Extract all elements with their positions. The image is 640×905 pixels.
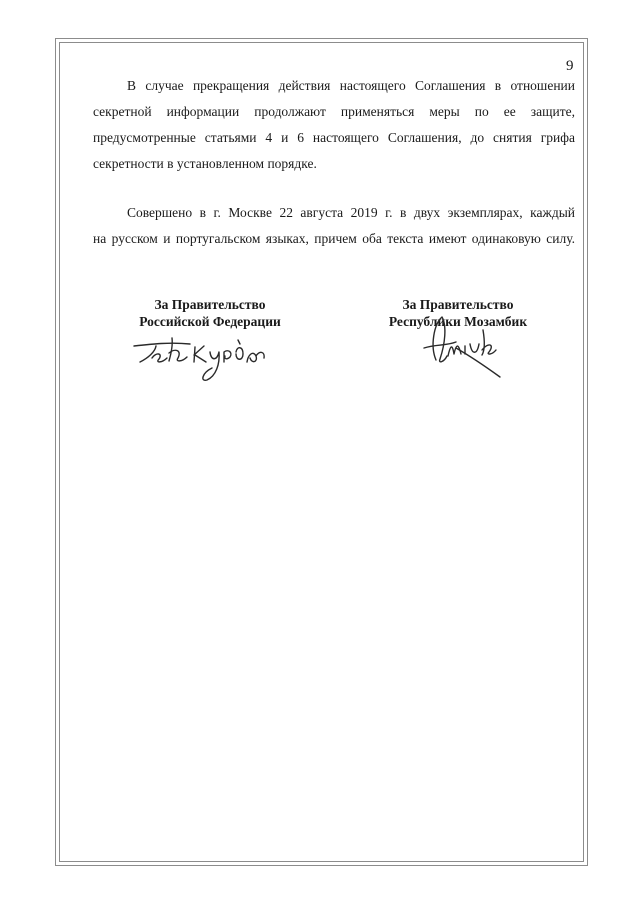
paragraph-done-at: [93, 200, 575, 252]
paragraph-line: секретности в установленном порядке.: [93, 156, 317, 171]
signatory-russia: [125, 296, 295, 330]
signatory-title: За Правительство: [402, 297, 514, 312]
paragraph-line: секретной информации продолжают применяться меры по ее защите,: [93, 104, 575, 119]
handwritten-signature-mozambique: [418, 314, 518, 380]
paragraph-line: на русском и португальском языках, причем оба текста имеют одинаковую силу.: [93, 231, 575, 246]
page-number: 9: [566, 58, 574, 74]
paragraph-line: предусмотренные статьями 4 и 6 настоящего Соглашения, до снятия грифа: [93, 130, 575, 145]
signatory-party: Российской Федерации: [139, 314, 281, 329]
handwritten-signature-russia: [132, 328, 272, 384]
signatory-title: За Правительство: [154, 297, 266, 312]
signatory-party: Республики Мозамбик: [388, 314, 528, 329]
paragraph-line: Совершено в г. Москве 22 августа 2019 г. в двух экземплярах, каждый: [127, 205, 575, 220]
paragraph-termination: [93, 73, 575, 177]
paragraph-line: В случае прекращения действия настоящего Соглашения в отношении: [127, 78, 575, 93]
